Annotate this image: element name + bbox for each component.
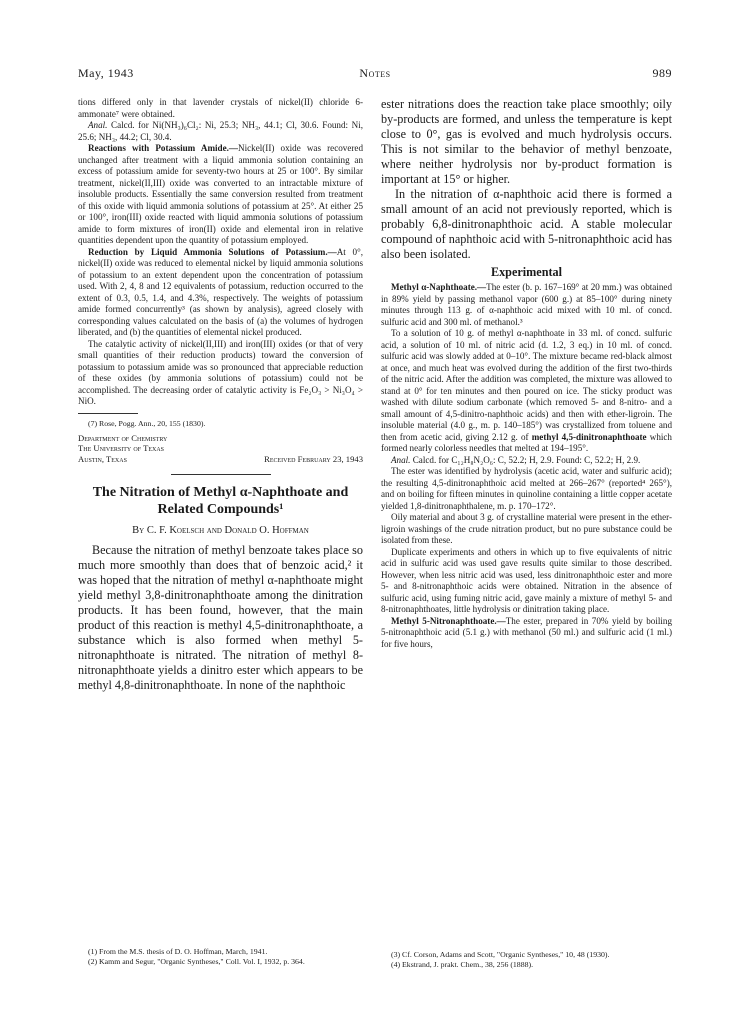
footnote-rule (78, 413, 138, 414)
paragraph-catalytic: The catalytic activity of nickel(II,III) and iron(III) oxides (or that of very small quantities of their reduction products) toward the conversion of potassium to potassium amide was so pronounced that appreciable reduction of these oxides (by ammonia solutions of potassium) could not be accomplished. The decreasing order of catalytic activity is Fe₂O₃ > Ni₃O₄ > NiO. (78, 338, 363, 406)
compound-name: methyl 4,5-dinitronaphthoate (531, 431, 647, 442)
section-heading: Methyl α-Naphthoate.— (391, 282, 487, 292)
body-paragraph: In the nitration of α-naphthoic acid there is formed a small amount of an acid not previously reported, which is probably 6,8-dinitronaphthoic acid. A stable molecular compound of naphthoic acid with 5-nitronaphthoic acid has also been isolated. (381, 187, 672, 261)
paragraph-reduction (78, 247, 363, 339)
analysis-text: Calcd. for Ni(NH₃)₆Cl₂: Ni, 25.3; NH₃, 44.1; Cl, 30.6. Found: Ni, 25.6; NH₃, 44.2; Cl, 30.4. (78, 120, 363, 142)
analysis-paragraph (78, 120, 363, 143)
header-date: May, 1943 (78, 66, 134, 80)
footnote-3: (3) Cf. Corson, Adams and Scott, "Organic Syntheses," 10, 48 (1930). (391, 950, 610, 959)
article-title: The Nitration of Methyl α-Naphthoate and Related Compounds¹ (92, 485, 349, 517)
paragraph-text: Nickel(II) oxide was recovered unchanged after treatment with a liquid ammonia solution containing an excess of potassium amide for seventy-two hours at 25 or 100°. By similar treatment, nickel(II,III) oxide was converted to an intractable mixture of insoluble products. Essentially the same conversion resulted from treatment of this oxide with liquid ammonia solutions of potassium at 25°. At either 25 or 100°, iron(III) oxide reacted with liquid ammonia solutions of potassium amide to form mixtures of iron(II) oxide and elemental iron in relative quantities dependent upon the quantity of potassium employed. (78, 143, 363, 245)
received-date: Received February 23, 1943 (264, 453, 363, 464)
right-footnotes (381, 950, 672, 970)
address-city: Austin, Texas (78, 453, 127, 464)
header-page-number: 989 (652, 66, 672, 80)
section-heading: Reduction by Liquid Ammonia Solutions of Potassium.— (88, 246, 337, 257)
running-header (78, 66, 672, 82)
paragraph-methyl-naphthoate (381, 282, 672, 328)
paragraph-oily-material: Oily material and about 3 g. of crystalline material were present in the ether-ligroin washings of the crude nitration product, but no pure substance could be isolated from these. (381, 512, 672, 545)
section-heading: Methyl 5-Nitronaphthoate.— (391, 615, 506, 626)
left-column (78, 97, 363, 693)
paragraph-text: At 0°, nickel(II) oxide was reduced to elemental nickel by liquid ammonia solutions of potassium to an extent dependent upon the concentration of potassium used. With 2, 4, 8 and 12 equivalents of potassium, reduction occurred to the extent of 0.3, 0.5, 1.4, and 4.3%, respectively. The weights of potassium amide formed concurrently³ (as shown by analysis), agreed closely with corresponding values calculated on the basis of (a) the volumes of hydrogen liberated, and (b) the quantities of elemental nickel produced. (78, 246, 363, 337)
left-footnotes (78, 947, 363, 967)
header-section: Notes (359, 66, 391, 80)
anal-label: Anal. (391, 454, 411, 465)
footnote-1: (1) From the M.S. thesis of D. O. Hoffman, March, 1941. (88, 947, 268, 956)
paragraph-identification: The ester was identified by hydrolysis (acetic acid, water and sulfuric acid); the resulting 4,5-dinitronaphthoic acid melted at 266–267° (reported⁴ 265°), and on boiling for fifteen minutes in quinoline containing a little copper acetate yielded 1,8-dinitronaphthalene, m. p. 170–172°. (381, 466, 672, 511)
paragraph-text: The ester, prepared in 70% yield by boiling 5-nitronaphthoic acid (5.1 g.) with methanol (50 ml.) and sulfuric acid (1 ml.) for five hours, (381, 615, 672, 649)
paragraph-methyl-nitronaphthoate (381, 616, 672, 651)
paragraph-text: To a solution of 10 g. of methyl α-naphthoate in 33 ml. of concd. sulfuric acid, a solution of 10 ml. of nitric acid (d. 1.2, 3 eq.) in 10 ml. of concd. sulfuric acid was slowly added at 0–10°. The mixture became red-black almost at once, and much heat was evolved during the addition of the first two-thirds of the nitric acid. After the addition was completed, the mixture was allowed to stand at 0° for ten minutes and then poured on ice. The sticky product was washed with dilute sodium carbonate (which removed 5- and 8-nitro- and a small amount of 4,5-dinitro-naphthoic acids) and then with ether-ligroin. The insoluble material (4.0 g., m. p. 140–185°) was crystallized from toluene and then from acetic acid, giving 2.12 g. of (381, 328, 672, 442)
section-heading: Reactions with Potassium Amide.— (88, 143, 239, 153)
paragraph-duplicate: Duplicate experiments and others in which up to five equivalents of nitric acid in sulfuric acid was used gave results quite similar to those described. However, when less nitric acid was used, less dinitronaphthoic ester and more 5- and 8-nitronaphthoic acids were obtained. Nitration in the absence of sulfuric acid, using fuming nitric acid, gave mainly a mixture of methyl 5- and 8-nitronaphthoates, little hydrolysis or dinitration taking place. (381, 546, 672, 614)
anal-label: Anal. (88, 120, 108, 130)
paragraph-text: which formed nearly colorless needles that melted at 194–195°. (381, 431, 672, 453)
address-line-final (78, 454, 363, 465)
footnote-4: (4) Ekstrand, J. prakt. Chem., 38, 256 (1888). (391, 960, 534, 969)
author-address (78, 433, 363, 465)
body-paragraph: Because the nitration of methyl benzoate takes place so much more smoothly than does that of benzoic acid,² it was hoped that the nitration of methyl α-naphthoate might yield methyl 3,8-dinitronaphthoate among the dinitration products. It has been found, however, that the main product of this reaction is methyl 4,5-dinitronaphthoate, a substance which is also formed when methyl 5-nitronaphthoate is nitrated. The nitration of methyl 8-nitronaphthoate yields a dinitro ester which appears to be methyl 4,8-dinitronaphthoate. In none of the naphthoic (78, 543, 363, 692)
article-separator (171, 474, 271, 475)
analysis-text: Calcd. for C₁₂H₈N₂O₆: C, 52.2; H, 2.9. Found: C, 52.2; H, 2.9. (410, 454, 641, 465)
paragraph-text: The ester (b. p. 167–169° at 20 mm.) was obtained in 89% yield by passing methanol vapor (600 g.) at 85–100° during ninety minutes through 113 g. of α-naphthoic acid mixed with 10 ml. of concd. sulfuric acid and 300 ml. of methanol.³ (381, 282, 672, 327)
right-column (381, 97, 672, 650)
analysis-paragraph (381, 455, 672, 467)
paragraph-potassium-amide (78, 143, 363, 247)
article-byline: By C. F. Koelsch and Donald O. Hoffman (132, 525, 309, 536)
footnote-7: (7) Rose, Pogg. Ann., 20, 155 (1830). (88, 418, 206, 428)
paragraph: tions differed only in that lavender crystals of nickel(II) chloride 6-ammonate⁷ were obtained. (78, 97, 363, 119)
paragraph-nitration (381, 328, 672, 455)
body-paragraph: ester nitrations does the reaction take place smoothly; oily by-products are formed, and unless the temperature is kept close to 0°, gas is evolved and much hydrolysis occurs. This is not similar to the behavior of methyl benzoate, where neither hydrolysis nor by-product formation is important at 15° or higher. (381, 97, 672, 186)
address-line: The University of Texas (78, 443, 164, 453)
footnote-2: (2) Kamm and Segur, "Organic Syntheses," Coll. Vol. I, 1932, p. 364. (88, 957, 305, 966)
address-line: Department of Chemistry (78, 432, 168, 443)
experimental-heading: Experimental (490, 265, 563, 279)
